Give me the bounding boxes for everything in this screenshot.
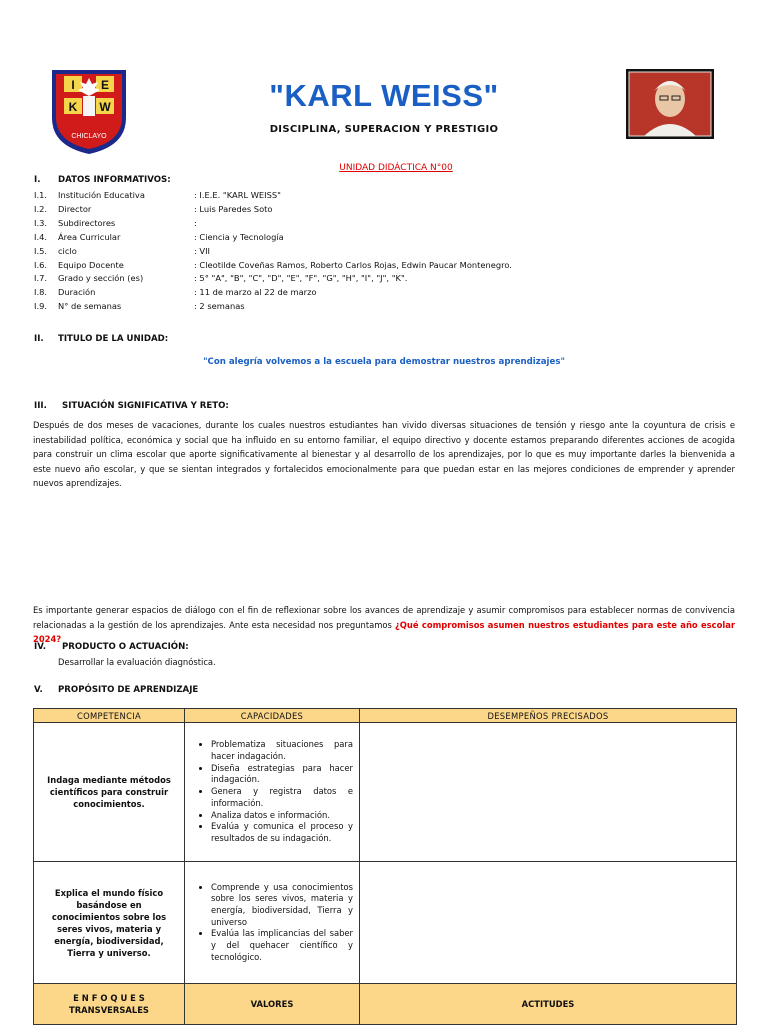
- school-name: "KARL WEISS": [269, 78, 499, 113]
- table-row: [34, 723, 737, 862]
- info-label: ciclo: [58, 245, 77, 256]
- info-number: I.5.: [34, 245, 48, 256]
- competencia-cell: Explica el mundo físico basándose en conocimientos sobre los seres vivos, materia y energía, biodiversidad, Tierra y universo.: [34, 862, 185, 984]
- capacidades-list: [185, 882, 359, 964]
- info-number: I.1.: [34, 190, 48, 200]
- capacidades-list: [185, 739, 359, 844]
- enfoques-label: E N F O Q U E S TRANSVERSALES: [34, 984, 185, 1025]
- learning-purpose-table: [33, 708, 737, 1025]
- info-label: Equipo Docente: [58, 259, 124, 270]
- info-label: Institución Educativa: [58, 190, 145, 200]
- info-number: I.2.: [34, 203, 48, 214]
- info-label: N° de semanas: [58, 301, 122, 312]
- info-label: Director: [58, 203, 92, 214]
- school-motto: DISCIPLINA, SUPERACION Y PRESTIGIO: [269, 124, 499, 135]
- section-4-number: IV.: [34, 642, 47, 652]
- info-number: I.4.: [34, 231, 48, 242]
- info-label: Área Curricular: [58, 231, 121, 242]
- situation-paragraph-1: Después de dos meses de vacaciones, durante los cuales nuestros estudiantes han vivido diversas situaciones de tensión y riesgo ante la coyuntura de crisis e inestabilidad política, económica y social que ha influido en su entorno familiar, el equipo directivo y docente estamos preparando diferentes acciones de acogida para construir un clima escolar que aporte significativamente al bienestar y al desarrollo de los aprendizajes, por lo que es muy importante darles la bienvenida a este nuevo año escolar, y que se sientan integrados y fortalecidos emocionalmente para que puedan estar en las mejores condiciones de emprender y aprender nuevos aprendizajes.: [33, 420, 735, 488]
- valores-label: VALORES: [185, 984, 360, 1025]
- capacidad-item: • Analiza datos e información.: [211, 810, 353, 822]
- logo-letter-k: K: [68, 100, 78, 114]
- capacidades-cell: [185, 862, 360, 984]
- info-value: : Ciencia y Tecnología: [194, 231, 284, 242]
- header-desempenos: DESEMPEÑOS PRECISADOS: [360, 709, 737, 723]
- product-text: Desarrollar la evaluación diagnóstica.: [58, 657, 216, 667]
- info-label: Grado y sección (es): [58, 273, 144, 284]
- capacidad-item: • Diseña estrategias para hacer indagación.: [211, 763, 353, 786]
- unit-title: UNIDAD DIDÁCTICA N°00: [339, 163, 453, 173]
- desempenos-cell: [360, 723, 737, 862]
- info-value: : 11 de marzo al 22 de marzo: [194, 287, 317, 298]
- enfoques-header-row: [34, 984, 737, 1025]
- section-3-number: III.: [34, 401, 47, 411]
- info-number: I.6.: [34, 259, 48, 270]
- section-2-title: TITULO DE LA UNIDAD:: [58, 334, 169, 344]
- capacidad-item: • Evalúa y comunica el proceso y resultados de su indagación.: [211, 821, 353, 844]
- capacidad-item: • Genera y registra datos e información.: [211, 786, 353, 809]
- info-value: :: [194, 217, 197, 228]
- competencia-cell: Indaga mediante métodos científicos para construir conocimientos.: [34, 723, 185, 862]
- capacidades-cell: [185, 723, 360, 862]
- capacidad-item: • Comprende y usa conocimientos sobre los seres vivos, materia y energía, biodiversidad, Tierra y universo: [211, 882, 353, 929]
- unit-name: "Con alegría volvemos a la escuela para demostrar nuestros aprendizajes": [203, 357, 565, 367]
- section-3-title: SITUACIÓN SIGNIFICATIVA Y RETO:: [62, 401, 229, 411]
- info-number: I.3.: [34, 217, 48, 228]
- table-row: [34, 862, 737, 984]
- header-capacidades: CAPACIDADES: [185, 709, 360, 723]
- section-5-number: V.: [34, 685, 43, 695]
- desempenos-cell: [360, 862, 737, 984]
- info-number: I.7.: [34, 273, 48, 284]
- capacidad-item: • Problematiza situaciones para hacer indagación.: [211, 739, 353, 762]
- section-5-title: PROPÓSITO DE APRENDIZAJE: [58, 685, 199, 695]
- actitudes-label: ACTITUDES: [360, 984, 737, 1025]
- info-value: : 2 semanas: [194, 301, 245, 312]
- info-label: Duración: [58, 287, 96, 298]
- info-number: I.8.: [34, 287, 48, 298]
- logo-letter-i: I: [71, 78, 75, 92]
- info-value: : Cleotilde Coveñas Ramos, Roberto Carlos Rojas, Edwin Paucar Montenegro.: [194, 259, 512, 270]
- section-2-number: II.: [34, 334, 44, 344]
- section-1-number: I.: [34, 175, 41, 185]
- info-number: I.9.: [34, 301, 48, 312]
- info-value: : I.E.E. "KARL WEISS": [194, 190, 281, 200]
- info-value: : 5° "A", "B", "C", "D", "E", "F", "G", "H", "I", "J", "K".: [194, 273, 408, 284]
- section-1-title: DATOS INFORMATIVOS:: [58, 175, 171, 185]
- founder-portrait: [626, 69, 714, 139]
- logo-letter-w: W: [99, 100, 111, 114]
- situation-paragraph-2: [33, 603, 735, 647]
- header-competencia: COMPETENCIA: [34, 709, 185, 723]
- info-value: : VII: [194, 245, 211, 256]
- section-4-title: PRODUCTO O ACTUACIÓN:: [62, 642, 189, 652]
- info-value: : Luis Paredes Soto: [194, 203, 273, 214]
- situation-paragraph-2-text: Es importante generar espacios de diálogo con el fin de reflexionar sobre los avances de aprendizaje y asumir compromisos para establecer normas de convivencia relacionadas a la gestión de los aprendizajes. Ante esta necesidad nos preguntamos: [33, 605, 735, 630]
- info-label: Subdirectores: [58, 217, 116, 228]
- challenge-question: ¿Qué compromisos asumen nuestros estudiantes para este año escolar 2024?: [33, 619, 735, 644]
- logo-city: CHICLAYO: [71, 133, 107, 140]
- logo-letter-e: E: [100, 78, 110, 92]
- capacidad-item: • Evalúa las implicancias del saber y del quehacer científico y tecnológico.: [211, 928, 353, 963]
